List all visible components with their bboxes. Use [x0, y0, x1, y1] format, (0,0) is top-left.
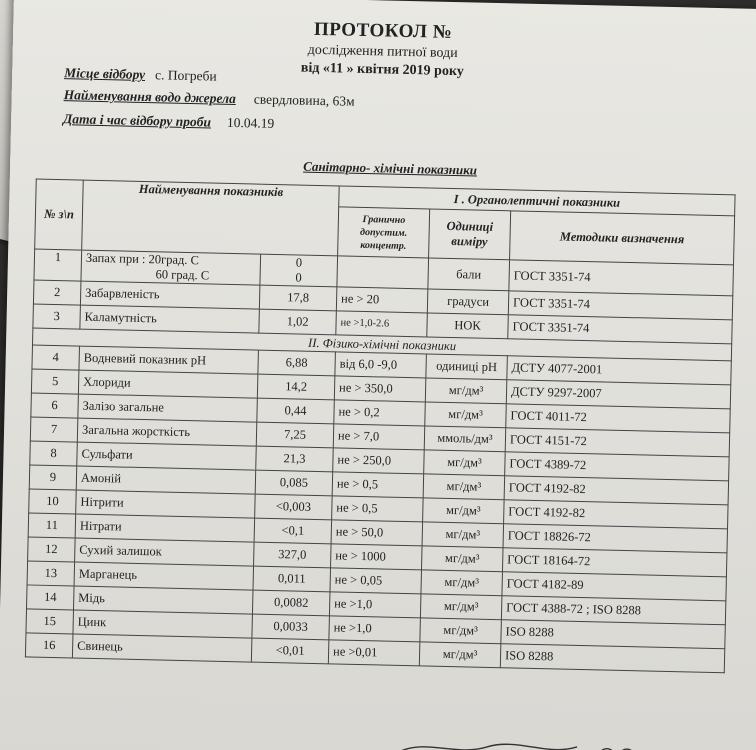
- header-limit: Гранично допустим. концентр.: [338, 207, 430, 258]
- row-name: Сухий залишок: [75, 538, 254, 566]
- row-value: 7,25: [256, 422, 334, 448]
- row-num: 14: [27, 585, 75, 610]
- row-limit: не >1,0-2.6: [336, 311, 428, 337]
- row-method: ГОСТ 3351-74: [509, 260, 734, 296]
- row-name: Водневий показник рН: [79, 346, 258, 374]
- row-method: ГОСТ 4388-72 ; ISO 8288: [501, 596, 725, 625]
- row-num: 9: [29, 465, 77, 490]
- row-unit: мг/дм³: [421, 570, 503, 596]
- field-water-source: [63, 87, 354, 110]
- row-limit: від 6,0 -9,0: [335, 352, 427, 378]
- row-num: 8: [30, 441, 78, 466]
- row-method: ГОСТ 18164-72: [502, 548, 726, 577]
- header-unit: Одиниці виміру: [429, 209, 511, 260]
- row-unit: НОК: [427, 313, 509, 339]
- row-method: ГОСТ 3351-74: [508, 315, 732, 344]
- row-name: Марганець: [74, 562, 253, 590]
- row-value: <0,01: [251, 638, 329, 664]
- row-method: ДСТУ 4077-2001: [507, 356, 731, 385]
- row-value: 0,011: [253, 566, 331, 592]
- row-unit: мг/дм³: [420, 618, 502, 644]
- row-limit: не > 350,0: [334, 376, 426, 402]
- row-name-line2: 60 град. С: [155, 267, 210, 283]
- row-name: [81, 250, 261, 285]
- row-limit: не > 0,05: [330, 568, 422, 594]
- row-unit: мг/дм³: [424, 450, 506, 476]
- section1-title: І . Органолептичні показники: [339, 186, 735, 216]
- row-limit: не > 7,0: [333, 424, 425, 450]
- field-sampling-date: [63, 111, 274, 132]
- field-sampling-place: [64, 65, 217, 84]
- row-method: ГОСТ 18826-72: [503, 524, 727, 553]
- field-value: свердловина, 63м: [253, 91, 355, 109]
- row-num: 6: [31, 393, 79, 418]
- row-name: Залізо загальне: [78, 394, 257, 422]
- row-limit: не >1,0: [329, 616, 421, 642]
- row-num: 1: [34, 249, 82, 281]
- row-method: ГОСТ 4151-72: [505, 428, 729, 457]
- row-method: ISO 8288: [500, 644, 724, 673]
- row-value: 1,02: [259, 309, 337, 335]
- row-value: <0,003: [255, 494, 333, 520]
- row-unit: мг/дм³: [425, 378, 507, 404]
- row-method: ГОСТ 4389-72: [505, 452, 729, 481]
- field-label: Місце відбору: [64, 65, 146, 82]
- row-unit: мг/дм³: [420, 594, 502, 620]
- row-limit: не >0,01: [328, 640, 420, 666]
- row-value: 0,0082: [252, 590, 330, 616]
- row-limit: [337, 256, 429, 289]
- row-limit: не >1,0: [329, 592, 421, 618]
- row-name-line1: Запах при : 20град. С: [85, 250, 200, 268]
- signature-scribble: [397, 731, 678, 750]
- protocol-subtitle: дослідження питної води: [307, 42, 458, 62]
- row-value: <0,1: [254, 518, 332, 544]
- row-method: ГОСТ 4192-82: [504, 476, 728, 505]
- row-value: 0,44: [257, 398, 335, 424]
- row-num: 4: [32, 345, 80, 370]
- row-unit: ммоль/дм³: [424, 426, 506, 452]
- row-name: Нітрити: [76, 490, 255, 518]
- row-unit: мг/дм³: [423, 474, 505, 500]
- header-name: Найменування показників: [82, 180, 340, 256]
- row-value: 6,88: [258, 350, 336, 376]
- row-limit: не > 250,0: [333, 448, 425, 474]
- row-num: 16: [25, 633, 73, 658]
- row-value: 327,0: [254, 542, 332, 568]
- row-num: 15: [26, 609, 74, 634]
- row-name: Загальна жорсткість: [77, 418, 256, 446]
- row-limit: не > 20: [336, 287, 428, 313]
- row-value: 0,085: [255, 470, 333, 496]
- protocol-title: ПРОТОКОЛ №: [313, 18, 453, 43]
- row-name: Свинець: [72, 634, 251, 662]
- row-name: Сульфати: [77, 442, 256, 470]
- field-label: Найменування водо джерела: [63, 87, 237, 107]
- section2-title: ІІ. Фізико-хімічні показники: [32, 328, 731, 361]
- row-value: 21,3: [256, 446, 334, 472]
- row-method: ДСТУ 9297-2007: [506, 380, 730, 409]
- row-method: ГОСТ 4011-72: [506, 404, 730, 433]
- row-name: Амоній: [76, 466, 255, 494]
- row-limit: не > 0,2: [334, 400, 426, 426]
- row-value-line1: 0: [295, 255, 303, 270]
- row-value: 0,0033: [252, 614, 330, 640]
- row-method: ГОСТ 4192-82: [504, 500, 728, 529]
- row-unit: мг/дм³: [423, 498, 505, 524]
- header-num: № з\п: [35, 179, 84, 250]
- chem-rows: [25, 345, 731, 673]
- row-method: ГОСТ 4182-89: [502, 572, 726, 601]
- row-name: Хлориди: [78, 370, 257, 398]
- results-table: [25, 179, 736, 674]
- row-name: Цинк: [73, 610, 252, 638]
- row-value: 14,2: [257, 374, 335, 400]
- row-num: 7: [30, 417, 78, 442]
- row-num: 2: [33, 280, 81, 305]
- row-value: [260, 254, 338, 287]
- row-value: 17,8: [259, 285, 337, 311]
- field-value: с. Погреби: [154, 67, 217, 84]
- row-method: ISO 8288: [501, 620, 725, 649]
- protocol-date: від «11 » квітня 2019 року: [300, 60, 464, 80]
- row-name: Каламутність: [80, 305, 259, 333]
- row-value-line2: 0: [295, 270, 302, 285]
- row-limit: не > 50,0: [331, 520, 423, 546]
- row-num: 12: [28, 537, 76, 562]
- row-num: 10: [29, 489, 77, 514]
- row-name: Мідь: [73, 586, 252, 614]
- row-unit: мг/дм³: [419, 642, 501, 668]
- field-label: Дата і час відбору проби: [62, 111, 212, 130]
- row-name: Забарвленість: [80, 281, 259, 309]
- row-unit: одиниці рН: [426, 354, 508, 380]
- row-limit: не > 0,5: [332, 496, 424, 522]
- row-method: ГОСТ 3351-74: [508, 291, 732, 320]
- row-num: 5: [31, 369, 79, 394]
- row-num: 11: [28, 513, 76, 538]
- field-value: 10.04.19: [226, 114, 275, 131]
- header-method: Методики визначення: [510, 211, 735, 265]
- row-unit: мг/дм³: [421, 546, 503, 572]
- row-name: Нітрати: [75, 514, 254, 542]
- row-unit: мг/дм³: [422, 522, 504, 548]
- row-limit: не > 1000: [331, 544, 423, 570]
- main-section-title: Санітарно- хімічні показники: [303, 158, 478, 178]
- row-num: 13: [27, 561, 75, 586]
- row-limit: не > 0,5: [332, 472, 424, 498]
- row-unit: градуси: [427, 289, 509, 315]
- row-unit: мг/дм³: [425, 402, 507, 428]
- row-num: 3: [33, 304, 81, 329]
- row-unit: бали: [428, 258, 510, 291]
